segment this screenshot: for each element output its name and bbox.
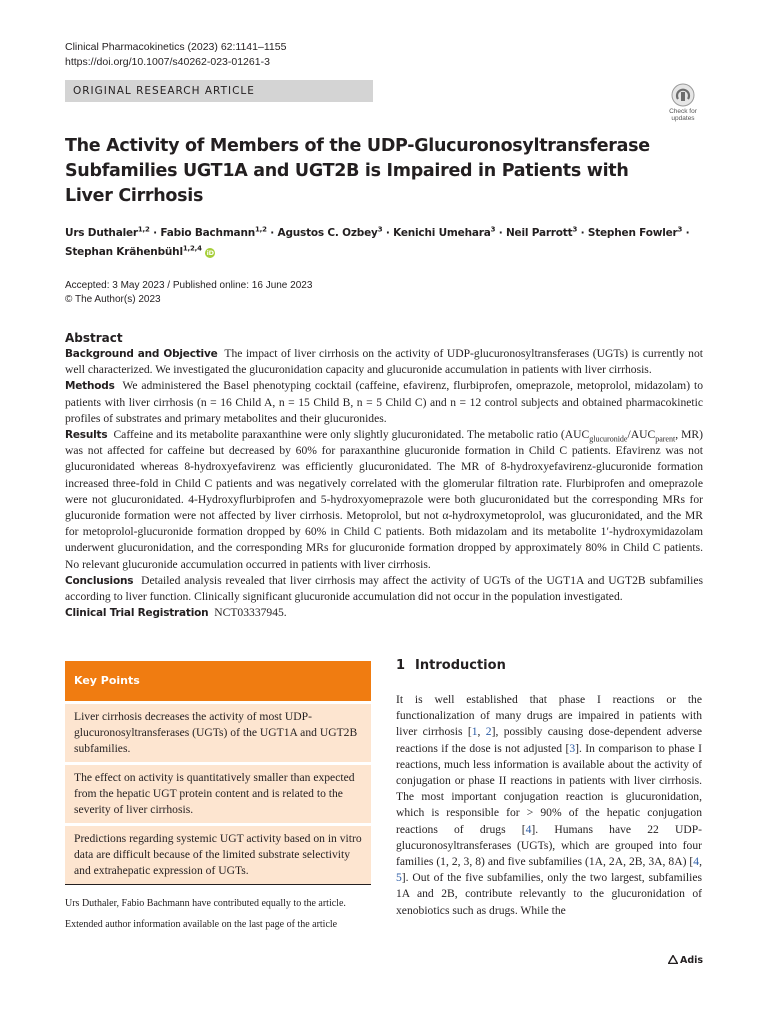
section-number: 1 — [396, 658, 406, 673]
results-text: Caffeine and its metabolite paraxanthine were only slightly glucuronidated. The metabolic ratio (AUC — [113, 428, 590, 442]
intro-text: It is well established that phase I reactions or the functionalization of many drugs are impaired in patients with liver cirrhosis [ — [396, 693, 702, 739]
author-name[interactable]: Stephan Krähenbühl — [65, 246, 183, 258]
introduction-paragraph — [396, 692, 702, 919]
citation-link[interactable]: 5 — [396, 871, 402, 885]
affiliation-marker: 3 — [377, 225, 383, 234]
author-name[interactable]: Urs Duthaler — [65, 227, 138, 239]
publication-dates — [65, 279, 312, 307]
orcid-icon[interactable]: iD — [206, 249, 214, 257]
check-updates-icon — [671, 83, 695, 107]
contribution-note: Urs Duthaler, Fabio Bachmann have contributed equally to the article. — [65, 898, 346, 909]
affiliation-marker: 3 — [490, 225, 496, 234]
section-title: Introduction — [415, 658, 506, 673]
background-label: Background and Objective — [65, 348, 218, 360]
author-list — [65, 224, 705, 262]
abstract-background — [65, 346, 703, 378]
badge-line2: updates — [671, 115, 695, 122]
extended-author-note: Extended author information available on the last page of the article — [65, 919, 338, 930]
author-separator: · — [266, 227, 278, 239]
accepted-published-date: Accepted: 3 May 2023 / Published online: 16 June 2023 — [65, 280, 313, 291]
key-points-box — [65, 661, 371, 884]
adis-triangle-icon — [668, 955, 678, 964]
author-name[interactable]: Agustos C. Ozbey — [277, 227, 378, 239]
abstract-results — [65, 427, 703, 573]
subscript: parent — [655, 434, 676, 444]
abstract-section — [65, 330, 703, 621]
conclusions-label: Conclusions — [65, 574, 134, 587]
citation-link[interactable]: 1 — [471, 725, 478, 739]
intro-text: , — [699, 855, 702, 869]
conclusions-text: Detailed analysis revealed that liver cirrhosis may affect the activity of UGTs of the UGT1A and UGT2B subfamilies according to liver function. Clinically significant glucuronide accumulation did not occur in the population investigated. — [65, 573, 703, 604]
footnote-divider — [65, 884, 371, 885]
abstract-conclusions — [65, 573, 703, 605]
author-name[interactable]: Stephen Fowler — [587, 227, 678, 239]
affiliation-marker: 3 — [572, 225, 578, 234]
copyright-line: © The Author(s) 2023 — [65, 294, 161, 305]
article-type-banner: ORIGINAL RESEARCH ARTICLE — [65, 80, 373, 102]
affiliation-marker: 1,2 — [255, 225, 267, 234]
citation-link[interactable]: 2 — [485, 725, 492, 739]
publisher-name: Adis — [680, 955, 704, 966]
background-text: The impact of liver cirrhosis on the activity of UDP-glucuronosyltransferases (UGTs) is currently not well characterized. We investigated the glucuronidation capacity and glucuronide accumulation in patients with liver cirrhosis. — [65, 347, 703, 377]
results-text: , MR) was not affected for caffeine but decreased by 60% for paraxanthine glucuronide formation in Child C patients. Efavirenz was not glucuronidated whereas 8-hydroxyefavirenz was efficiently glucuronidated. The MR of 8-hydroxyefavirenz-glucuronide formation increased three-fold in Child C patients and was negatively correlated with the glomerular filtration rate. Flurbiprofen and omeprazole were not glucuronidated. 4-Hydroxyflurbiprofen and 5-hydroxyomeprazole were both glucuronidated but the corresponding MRs for glucuronide formation were not affected by liver cirrhosis. Metoprolol, but not α-hydroxymetoprolol, was glucuronidated, and the MR for metoprolol-glucuronide formation dropped by 60% in Child C patients. Both midazolam and its metabolite 1′-hydroxymidazolam underwent glucuronidation, and the corresponding MRs for glucuronide formation dropped by approximately 80% in Child C patients. No relevant glucuronide accumulation occurred in patients with liver cirrhosis. — [65, 428, 704, 571]
introduction-heading — [396, 657, 506, 675]
author-name[interactable]: Fabio Bachmann — [160, 227, 255, 239]
author-name[interactable]: Neil Parrott — [505, 227, 573, 239]
author-separator: · — [577, 227, 588, 239]
results-text: /AUC — [627, 428, 656, 442]
journal-citation: Clinical Pharmacokinetics (2023) 62:1141–1155 — [65, 41, 287, 53]
abstract-heading: Abstract — [65, 331, 123, 345]
results-label: Results — [65, 429, 108, 442]
abstract-methods — [65, 378, 703, 427]
intro-text: ], possibly causing dose-dependent adverse reactions if the dose is not adjusted [ — [396, 725, 702, 755]
affiliation-marker: 3 — [677, 225, 683, 234]
trial-id[interactable]: NCT03337945. — [214, 606, 287, 620]
citation-link[interactable]: 4 — [525, 822, 532, 836]
footnotes — [65, 893, 385, 935]
intro-text: ]. Humans have 22 UDP-glucuronosyltransferases (UGTs), which are grouped into four families (1, 2, 3, 8) and five subfamilies (1A, 2A, 2B, 3A, 8A) [ — [396, 822, 703, 869]
author-separator: · — [495, 227, 506, 239]
methods-label: Methods — [65, 380, 115, 393]
citation-link[interactable]: 3 — [569, 741, 576, 755]
paper-title: The Activity of Members of the UDP-Glucuronosyltransferase Subfamilies UGT1A and UGT2B is Impaired in Patients with Liver Cirrhosis — [65, 136, 650, 206]
intro-text: , — [477, 725, 486, 739]
affiliation-marker: 1,2 — [137, 225, 150, 234]
publisher-logo — [668, 955, 703, 967]
subscript: glucuronide — [589, 434, 628, 444]
intro-text: ]. Out of the five subfamilies, only the two largest, subfamilies 1A and 2B, contribute relevantly to the glucuronidation of xenobiotics such as drugs. While the — [396, 871, 702, 917]
trial-label: Clinical Trial Registration — [65, 607, 209, 620]
affiliation-marker: 1,2,4 — [182, 244, 202, 253]
key-point-item: The effect on activity is quantitatively smaller than expected from the hepatic UGT protein content and is related to the severity of liver cirrhosis. — [65, 765, 371, 823]
key-point-item: Liver cirrhosis decreases the activity of most UDP-glucuronosyltransferases (UGTs) of the UGT1A and UGT2B subfamilies. — [65, 704, 371, 762]
doi-link[interactable]: https://doi.org/10.1007/s40262-023-01261-3 — [65, 56, 270, 68]
key-point-item: Predictions regarding systemic UGT activity based on in vitro data are difficult because of the limited substrate selectivity and extrahepatic expression of UGTs. — [65, 826, 371, 884]
author-separator: · — [149, 227, 161, 239]
journal-header — [65, 40, 286, 70]
abstract-trial-registration — [65, 605, 703, 621]
author-separator: · — [682, 227, 690, 239]
key-points-heading: Key Points — [65, 661, 371, 701]
citation-link[interactable]: 4 — [693, 855, 700, 869]
author-separator: · — [382, 227, 394, 239]
badge-line1: Check for — [669, 108, 697, 115]
check-for-updates-badge[interactable] — [662, 83, 704, 123]
methods-text: We administered the Basel phenotyping cocktail (caffeine, efavirenz, flurbiprofen, omeprazole, metoprolol, midazolam) to patients with liver cirrhosis (n = 16 Child A, n = 15 Child B, n = 5 Child C) and n = 12 control subjects and obtained pharmacokinetic profiles of substrates and primary metabolites and their glucuronides. — [65, 379, 704, 425]
intro-text: ]. In comparison to phase I reactions, much less information is available about the activity of conjugation or phase II reactions in patients with liver cirrhosis. The most important conjugation reaction is glucuronidation, which is responsible for > 90% of the hepatic conjugation reactions of drugs [ — [396, 741, 702, 836]
author-name[interactable]: Kenichi Umehara — [393, 227, 491, 239]
